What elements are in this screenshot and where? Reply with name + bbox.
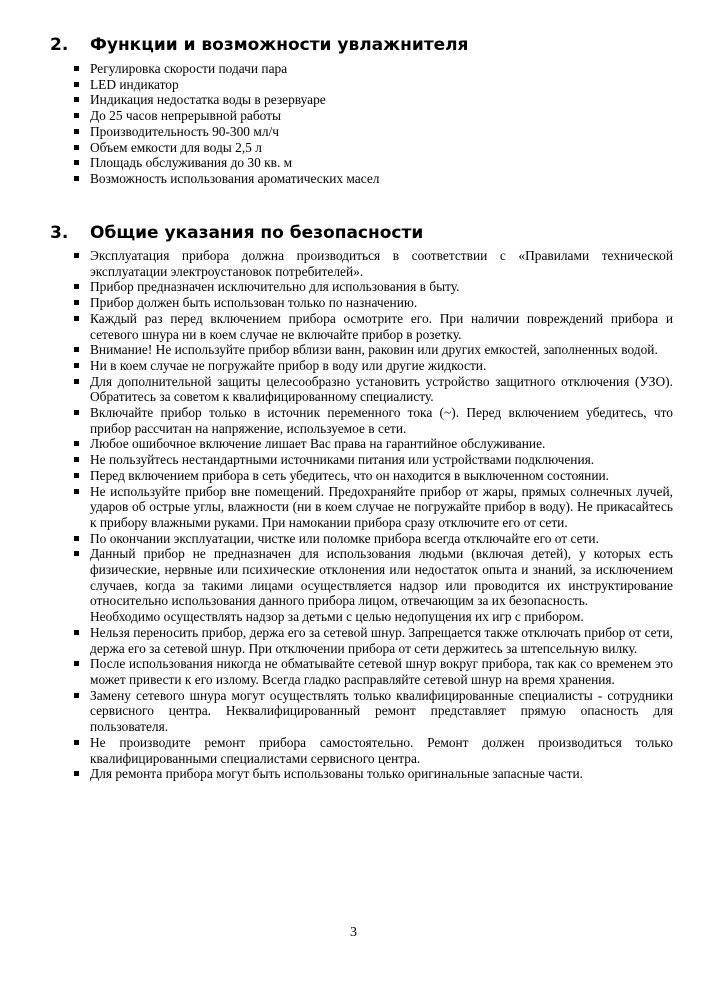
section-3-heading: [50, 222, 423, 244]
list-item: Возможность использования ароматических масел: [73, 171, 673, 187]
section-2-feature-list: [73, 61, 673, 187]
list-item: Внимание! Не используйте прибор вблизи ванн, раковин или других емкостей, заполненных водой.: [73, 342, 673, 358]
list-item: Площадь обслуживания до 30 кв. м: [73, 155, 673, 171]
list-item: Нельзя переносить прибор, держа его за сетевой шнур. Запрещается также отключать прибор от сети, держа его за сетевой шнур. При отключении прибора от сети держитесь за штепсельную вилку.: [73, 625, 673, 656]
list-item: Для ремонта прибора могут быть использованы только оригинальные запасные части.: [73, 766, 673, 782]
list-item: Не пользуйтесь нестандартными источниками питания или устройствами подключения.: [73, 452, 673, 468]
list-item: Производительность 90-300 мл/ч: [73, 124, 673, 140]
list-item: Для дополнительной защиты целесообразно установить устройство защитного отключения (УЗО). Обратитесь за советом к квалифицированному специалисту.: [73, 374, 673, 405]
list-item: Включайте прибор только в источник переменного тока (~). Перед включением убедитесь, что прибор рассчитан на напряжение, используемое в сети.: [73, 405, 673, 436]
list-item: Не используйте прибор вне помещений. Предохраняйте прибор от жары, прямых солнечных лучей, ударов об острые углы, влажности (ни в коем случае не погружайте прибор в воду). Не прикасайтесь к прибору влажными руками. При намокании прибора сразу отключите его от сети.: [73, 484, 673, 531]
list-item: Перед включением прибора в сеть убедитесь, что он находится в выключенном состоянии.: [73, 468, 673, 484]
list-item: Прибор предназначен исключительно для использования в быту.: [73, 279, 673, 295]
list-item: Не производите ремонт прибора самостоятельно. Ремонт должен производиться только квалифицированными специалистами сервисного центра.: [73, 735, 673, 766]
page-number: 3: [350, 925, 357, 940]
section-2-heading: [50, 34, 468, 56]
list-item: Эксплуатация прибора должна производиться в соответствии с «Правилами технической эксплуатации электроустановок потребителей».: [73, 248, 673, 279]
list-item: По окончании эксплуатации, чистке или поломке прибора всегда отключайте его от сети.: [73, 531, 673, 547]
list-item: Любое ошибочное включение лишает Вас права на гарантийное обслуживание.: [73, 436, 673, 452]
list-item: Регулировка скорости подачи пара: [73, 61, 673, 77]
list-item: Прибор должен быть использован только по назначению.: [73, 295, 673, 311]
section-2-number: 2.: [50, 35, 69, 55]
section-2-title: Функции и возможности увлажнителя: [90, 35, 469, 55]
section-3-title: Общие указания по безопасности: [90, 223, 424, 243]
list-item-continuation: Необходимо осуществлять надзор за детьми с целью недопущения их игр с прибором.: [90, 609, 584, 625]
list-item: До 25 часов непрерывной работы: [73, 108, 673, 124]
list-item: После использования никогда не обматывайте сетевой шнур вокруг прибора, так как со временем это может привести к его излому. Всегда гладко расправляйте сетевой шнур на время хранения.: [73, 656, 673, 687]
list-item: Данный прибор не предназначен для использования людьми (включая детей), у которых есть физические, нервные или психические отклонения или недостаток опыта и знаний, за исключением случаев, когда за такими лицами осуществляется надзор или проводится их инструктирование относительно использования данного прибора лицом, отвечающим за их безопасность.: [73, 546, 673, 609]
section-3-safety-list: [73, 248, 673, 782]
list-item: Каждый раз перед включением прибора осмотрите его. При наличии повреждений прибора и сетевого шнура ни в коем случае не включайте прибор в розетку.: [73, 311, 673, 342]
list-item: Ни в коем случае не погружайте прибор в воду или другие жидкости.: [73, 358, 673, 374]
list-item: Индикация недостатка воды в резервуаре: [73, 92, 673, 108]
list-item: Замену сетевого шнура могут осуществлять только квалифицированные специалисты - сотрудники сервисного центра. Неквалифицированный ремонт представляет прямую опасность для пользователя.: [73, 688, 673, 735]
list-item: LED индикатор: [73, 77, 673, 93]
list-item: Объем емкости для воды 2,5 л: [73, 140, 673, 156]
section-3-number: 3.: [50, 223, 69, 243]
